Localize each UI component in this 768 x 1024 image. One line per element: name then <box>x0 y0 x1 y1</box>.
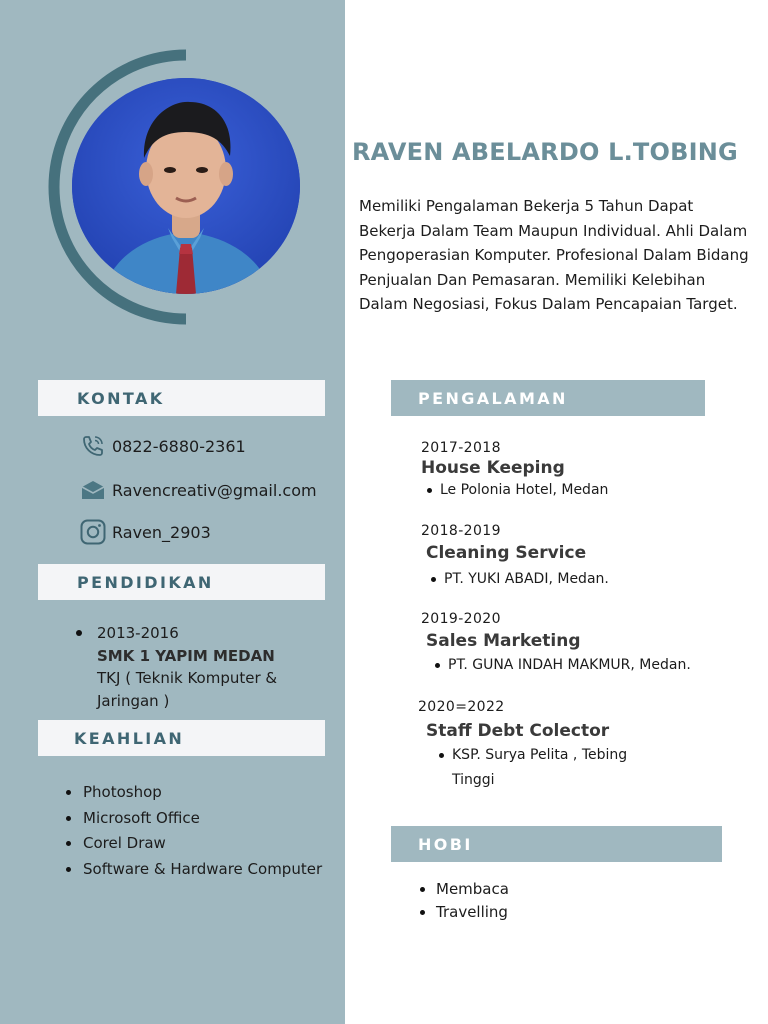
experience-entry <box>418 699 698 793</box>
experience-role: Cleaning Service <box>426 543 587 563</box>
profile-photo <box>72 78 300 294</box>
contact-instagram <box>80 519 211 545</box>
education-years: 2013-2016 <box>97 624 179 642</box>
skill-item: Software & Hardware Computer <box>64 857 334 883</box>
skill-item: Photoshop <box>64 780 334 806</box>
phone-icon <box>80 433 106 459</box>
experience-years: 2019-2020 <box>421 611 501 627</box>
experience-place: KSP. Surya Pelita , Tebing Tinggi <box>418 743 672 793</box>
experience-years: 2018-2019 <box>421 523 501 539</box>
experience-years: 2020=2022 <box>418 699 505 715</box>
experience-place: PT. GUNA INDAH MAKMUR, Medan. <box>421 653 761 678</box>
experience-entry <box>421 440 761 503</box>
contact-email-value: Ravencreativ@gmail.com <box>112 480 317 500</box>
skill-item: Microsoft Office <box>64 806 334 832</box>
skill-item: Corel Draw <box>64 831 334 857</box>
experience-years: 2017-2018 <box>421 440 501 456</box>
envelope-icon <box>80 477 106 503</box>
section-header-skills: KEAHLIAN <box>38 720 325 756</box>
experience-place: Le Polonia Hotel, Medan <box>421 478 761 503</box>
hobby-item: Membaca <box>418 878 509 901</box>
experience-role: House Keeping <box>421 458 565 478</box>
instagram-icon <box>80 519 106 545</box>
contact-phone <box>80 433 246 459</box>
bullet <box>76 630 82 636</box>
section-header-education: PENDIDIKAN <box>38 564 325 600</box>
experience-place: PT. YUKI ABADI, Medan. <box>421 567 761 592</box>
section-header-contact: KONTAK <box>38 380 325 416</box>
education-school: SMK 1 YAPIM MEDAN <box>97 646 275 665</box>
experience-entry <box>421 611 761 678</box>
candidate-name: RAVEN ABELARDO L.TOBING <box>352 138 738 166</box>
hobbies-list <box>418 878 509 924</box>
contact-instagram-value: Raven_2903 <box>112 522 211 542</box>
experience-role: Sales Marketing <box>426 631 581 651</box>
experience-entry <box>421 523 761 592</box>
education-entry <box>76 622 338 712</box>
education-major: TKJ ( Teknik Komputer & Jaringan ) <box>97 669 278 710</box>
skills-list <box>64 780 334 882</box>
hobby-item: Travelling <box>418 901 509 924</box>
profile-summary: Memiliki Pengalaman Bekerja 5 Tahun Dapat Bekerja Dalam Team Maupun Individual. Ahli Dalam Pengoperasian Komputer. Profesional Dalam Bidang Penjualan Dan Pemasaran. Memiliki Kelebihan Dalam Negosiasi, Fokus Dalam Pencapaian Target. <box>359 197 749 313</box>
contact-email <box>80 477 317 503</box>
section-header-hobbies: HOBI <box>391 826 722 862</box>
experience-role: Staff Debt Colector <box>426 721 610 741</box>
section-header-experience: PENGALAMAN <box>391 380 705 416</box>
contact-phone-value: 0822-6880-2361 <box>112 436 246 456</box>
